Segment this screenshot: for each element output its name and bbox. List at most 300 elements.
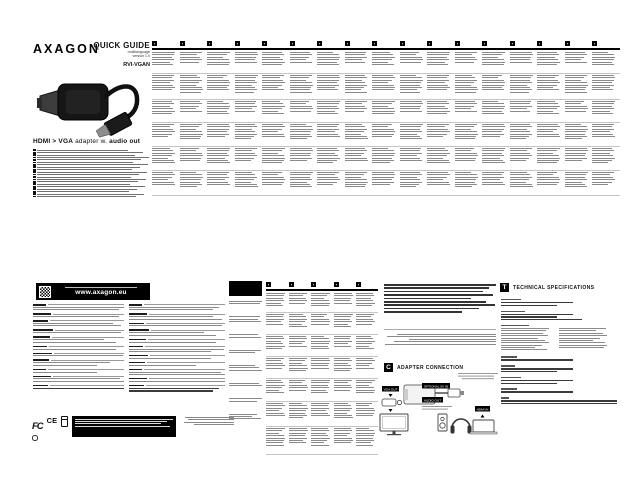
text-line <box>262 148 285 149</box>
text-line <box>384 298 471 300</box>
text-line <box>510 54 533 55</box>
text-line <box>146 385 226 386</box>
text-line <box>400 59 423 60</box>
grid-cell <box>266 336 285 354</box>
text-line <box>372 64 394 65</box>
spec-section <box>501 299 617 306</box>
text-line <box>289 417 304 418</box>
text-line <box>356 346 369 347</box>
language-code-label <box>129 369 142 371</box>
grid-cell <box>592 172 615 192</box>
grid-cell <box>592 148 615 168</box>
text-line <box>592 148 612 149</box>
text-line <box>37 152 143 153</box>
text-line <box>372 148 388 149</box>
text-line <box>266 415 285 416</box>
text-line <box>482 124 504 125</box>
text-line <box>482 153 502 154</box>
text-line <box>334 326 351 327</box>
spec-section-header <box>501 356 517 357</box>
text-line <box>235 82 257 83</box>
text-line <box>290 87 312 88</box>
language-badge <box>372 41 377 46</box>
text-line <box>455 89 478 90</box>
text-line <box>559 335 607 336</box>
text-line <box>334 336 352 337</box>
text-line <box>317 174 335 175</box>
text-line <box>592 111 610 112</box>
text-line <box>592 87 610 88</box>
text-line <box>152 148 170 149</box>
arabic-note-block <box>182 416 234 427</box>
text-line <box>33 323 113 324</box>
language-badge <box>427 41 432 46</box>
language-badge <box>207 41 212 46</box>
grid-cell <box>180 52 203 71</box>
text-line <box>311 346 328 347</box>
text-line <box>266 380 281 381</box>
text-line <box>565 160 583 161</box>
text-line <box>565 177 585 178</box>
text-line <box>317 57 340 58</box>
text-line <box>334 403 349 404</box>
text-line <box>311 358 329 359</box>
text-line <box>345 182 368 183</box>
text-line <box>207 113 229 114</box>
text-line <box>317 101 340 102</box>
text-line <box>229 337 261 338</box>
text-line <box>592 184 608 185</box>
grid-cell <box>537 124 560 144</box>
grid-cell <box>537 75 560 97</box>
text-line <box>37 159 141 160</box>
text-line <box>427 174 450 175</box>
text-line <box>235 138 251 139</box>
grid-rule <box>152 99 620 100</box>
paragraph-head <box>33 353 124 355</box>
text-line <box>266 303 281 304</box>
text-line <box>592 106 612 107</box>
text-line <box>289 358 308 359</box>
text-line <box>455 177 478 178</box>
grid-cell <box>345 52 368 71</box>
text-line <box>317 108 339 109</box>
text-line <box>400 155 418 156</box>
text-line <box>262 82 285 83</box>
text-line <box>537 179 560 180</box>
text-line <box>289 316 306 317</box>
grid-rule-thick-2 <box>266 289 378 291</box>
text-line <box>565 186 588 187</box>
text-line <box>345 75 365 76</box>
text-line <box>592 52 608 53</box>
text-line <box>455 92 477 93</box>
text-line <box>345 106 366 107</box>
spec-value-line <box>501 403 617 404</box>
text-line <box>427 113 447 114</box>
text-line <box>372 87 395 88</box>
text-line <box>235 182 251 183</box>
text-line <box>592 89 613 90</box>
spec-value-line <box>501 371 557 372</box>
text-line <box>311 300 329 301</box>
support-paragraph <box>129 346 225 352</box>
support-paragraph <box>129 385 225 392</box>
text-line <box>311 380 330 381</box>
text-line <box>180 184 202 185</box>
text-line <box>356 295 374 296</box>
text-line <box>372 136 392 137</box>
text-line <box>356 360 375 361</box>
text-line <box>356 428 369 429</box>
mid-paragraph <box>229 301 262 304</box>
grid-cell <box>427 52 450 71</box>
text-line <box>262 108 282 109</box>
text-line <box>592 75 614 76</box>
text-line <box>180 54 198 55</box>
grid-cell <box>266 380 285 399</box>
text-line <box>290 155 310 156</box>
text-line <box>317 77 340 78</box>
text-line <box>289 405 307 406</box>
text-line <box>317 75 339 76</box>
paragraph-head <box>33 313 124 315</box>
text-line <box>311 336 324 337</box>
text-line <box>559 328 606 329</box>
text-line <box>427 62 445 63</box>
grid-cell <box>311 336 330 354</box>
text-line <box>180 75 198 76</box>
text-line <box>372 177 394 178</box>
grid-cell <box>356 358 375 376</box>
text-line <box>455 101 476 102</box>
text-line <box>356 293 373 294</box>
grid-cell <box>427 101 450 120</box>
text-line <box>152 108 173 109</box>
text-line <box>147 362 226 363</box>
text-line <box>427 103 449 104</box>
text-line <box>510 136 530 137</box>
text-line <box>266 390 279 391</box>
text-line <box>317 111 335 112</box>
text-line <box>510 174 531 175</box>
text-line <box>290 82 312 83</box>
text-line <box>334 430 353 431</box>
spec-section <box>501 356 617 360</box>
support-paragraph <box>129 362 225 366</box>
text-line <box>427 57 447 58</box>
laptop-icon <box>473 420 494 432</box>
text-line <box>510 160 526 161</box>
text-line <box>317 103 339 104</box>
text-line <box>565 59 581 60</box>
text-line <box>345 158 367 159</box>
grid-cell <box>289 314 308 332</box>
grid-cell <box>565 124 588 144</box>
text-line <box>537 101 555 102</box>
text-line <box>180 92 202 93</box>
text-line <box>311 440 327 441</box>
text-line <box>290 150 313 151</box>
text-line <box>266 410 279 411</box>
text-line <box>207 162 230 163</box>
text-line <box>289 413 306 414</box>
text-line <box>427 184 450 185</box>
text-line <box>262 77 280 78</box>
text-line <box>372 111 395 112</box>
text-line <box>537 57 555 58</box>
text-line <box>384 308 479 310</box>
text-line <box>510 126 532 127</box>
text-line <box>235 92 255 93</box>
text-line <box>311 363 329 364</box>
text-line <box>537 75 559 76</box>
text-line <box>229 370 262 371</box>
grid-cell <box>262 124 285 144</box>
text-line <box>262 172 282 173</box>
text-line <box>334 293 352 294</box>
text-line <box>266 413 284 414</box>
text-line <box>266 348 282 349</box>
text-line <box>37 184 130 185</box>
guide-title: QUICK GUIDE <box>93 41 150 50</box>
text-line <box>334 316 352 317</box>
text-line <box>345 92 367 93</box>
text-line <box>289 314 304 315</box>
text-line <box>235 80 255 81</box>
text-line <box>400 89 418 90</box>
text-line <box>262 101 280 102</box>
text-line <box>345 126 366 127</box>
text-line <box>290 59 306 60</box>
text-line <box>455 126 475 127</box>
text-line <box>129 365 196 366</box>
text-line <box>290 103 306 104</box>
text-line <box>311 408 329 409</box>
text-line <box>592 103 614 104</box>
text-line <box>290 77 310 78</box>
language-badge <box>317 41 322 46</box>
text-line <box>207 52 230 53</box>
text-line <box>235 103 255 104</box>
grid-rule <box>266 312 378 313</box>
text-line <box>266 298 283 299</box>
text-line <box>317 126 337 127</box>
language-badge <box>565 41 570 46</box>
text-line <box>537 153 553 154</box>
text-line <box>262 54 284 55</box>
text-line <box>592 136 615 137</box>
text-line <box>510 124 530 125</box>
text-line <box>53 314 125 315</box>
text-line <box>501 328 549 329</box>
grid-cell <box>266 358 285 376</box>
text-line <box>537 148 560 149</box>
grid-cell <box>356 403 375 424</box>
text-line <box>455 59 478 60</box>
text-line <box>400 179 421 180</box>
text-line <box>356 442 371 443</box>
text-line <box>290 124 306 125</box>
text-line <box>565 92 587 93</box>
text-line <box>290 80 306 81</box>
text-line <box>317 131 335 132</box>
text-line <box>180 182 200 183</box>
text-line <box>53 376 125 377</box>
cjk-divider <box>384 329 496 330</box>
text-line <box>372 162 390 163</box>
text-line <box>262 113 284 114</box>
grid-cell <box>289 428 308 452</box>
grid-cell <box>565 172 588 192</box>
text-line <box>455 87 477 88</box>
text-line <box>229 416 252 417</box>
text-line <box>152 153 175 154</box>
text-line <box>207 103 229 104</box>
laptop-base <box>470 432 497 434</box>
grid-cell <box>207 148 230 168</box>
text-line <box>482 174 502 175</box>
text-line <box>289 298 306 299</box>
text-line <box>510 129 528 130</box>
text-line <box>455 184 477 185</box>
text-line <box>384 301 486 303</box>
text-line <box>455 148 475 149</box>
text-line <box>311 435 328 436</box>
text-line <box>266 293 285 294</box>
spec-section <box>501 377 617 384</box>
text-line <box>400 62 422 63</box>
text-line <box>235 150 253 151</box>
grid-cell <box>356 380 375 399</box>
text-line <box>262 184 282 185</box>
grid-cell <box>510 101 533 120</box>
mid-paragraph <box>229 334 262 337</box>
text-line <box>427 85 448 86</box>
text-line <box>37 189 137 190</box>
text-line <box>334 408 353 409</box>
text-line <box>207 75 227 76</box>
language-badge <box>510 41 515 46</box>
text-line <box>565 182 583 183</box>
text-line <box>400 129 420 130</box>
text-line <box>207 54 227 55</box>
text-line <box>510 138 526 139</box>
text-line <box>150 355 226 356</box>
guide-version: version 1.0 <box>132 54 150 59</box>
text-line <box>207 89 229 90</box>
paragraph-head <box>129 313 225 315</box>
text-line <box>455 52 477 53</box>
text-line <box>455 174 477 175</box>
text-line <box>345 172 368 173</box>
grid-cell <box>482 148 505 168</box>
text-line <box>455 108 471 109</box>
text-line <box>180 87 202 88</box>
text-line <box>207 111 227 112</box>
text-line <box>152 80 174 81</box>
text-line <box>152 172 173 173</box>
text-line <box>482 62 505 63</box>
grid-cell <box>207 101 230 120</box>
text-line <box>289 341 305 342</box>
text-line <box>262 160 284 161</box>
text-line <box>501 342 549 343</box>
grid-cell <box>289 293 308 310</box>
text-line <box>592 158 615 159</box>
text-line <box>334 380 352 381</box>
text-line <box>372 134 394 135</box>
text-line <box>537 131 553 132</box>
text-line <box>311 303 330 304</box>
text-line <box>152 75 174 76</box>
text-line <box>356 343 372 344</box>
language-code-label <box>33 376 51 378</box>
text-line <box>207 80 229 81</box>
text-line <box>345 136 367 137</box>
spec-section-header <box>501 311 525 312</box>
text-line <box>565 85 588 86</box>
text-line <box>311 338 329 339</box>
text-line <box>311 428 328 429</box>
text-line <box>334 365 351 366</box>
grid-cell <box>152 124 175 144</box>
mid-paragraph <box>229 383 262 386</box>
language-badge <box>400 41 405 46</box>
text-line <box>290 177 310 178</box>
text-line <box>129 390 213 391</box>
paragraph-head <box>33 320 124 322</box>
text-line <box>37 150 127 151</box>
qr-code <box>39 286 51 298</box>
text-line <box>180 103 203 104</box>
language-code-label <box>33 346 47 348</box>
text-line <box>317 54 339 55</box>
text-line <box>345 54 365 55</box>
text-line <box>537 158 560 159</box>
text-line <box>317 148 337 149</box>
text-line <box>537 77 555 78</box>
text-line <box>207 158 225 159</box>
text-line <box>334 314 353 315</box>
text-line <box>207 82 230 83</box>
text-line <box>194 424 235 425</box>
text-line <box>565 80 581 81</box>
text-line <box>152 85 173 86</box>
text-line <box>289 403 302 404</box>
language-list <box>33 149 149 198</box>
text-line <box>510 179 530 180</box>
text-line <box>229 301 262 302</box>
text-line <box>262 153 278 154</box>
text-line <box>180 179 202 180</box>
text-line <box>289 295 304 296</box>
support-paragraph <box>129 378 225 382</box>
text-line <box>235 124 255 125</box>
text-line <box>334 319 351 320</box>
text-line <box>334 410 350 411</box>
text-line <box>262 126 285 127</box>
text-line <box>537 85 557 86</box>
text-line <box>455 129 471 130</box>
text-line <box>152 158 168 159</box>
text-line <box>75 423 161 424</box>
text-line <box>129 332 204 333</box>
text-line <box>289 408 308 409</box>
text-line <box>537 182 559 183</box>
text-line <box>356 338 373 339</box>
text-line <box>33 372 97 373</box>
